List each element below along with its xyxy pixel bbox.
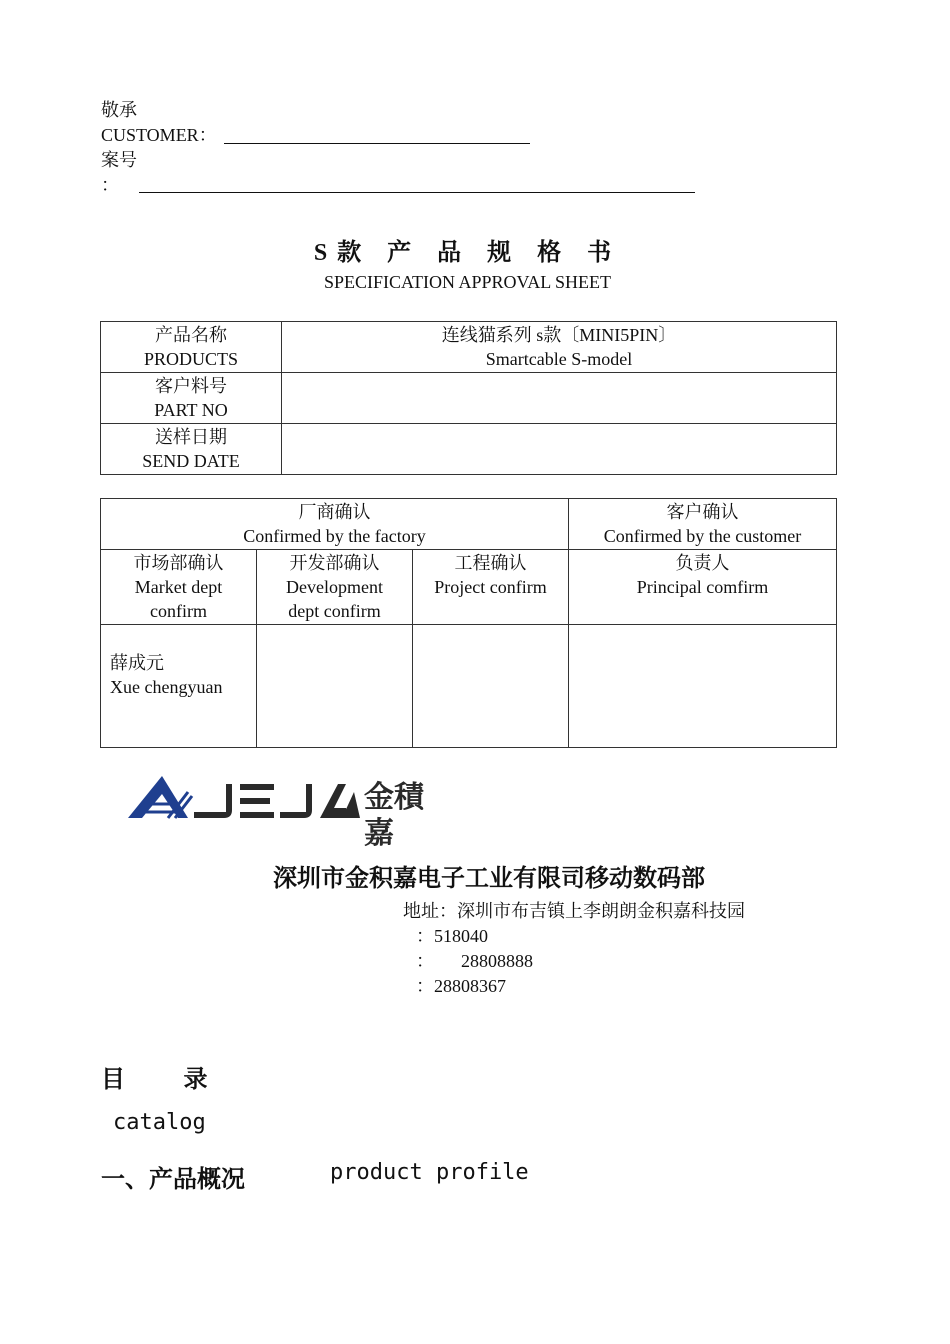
project-sign-cell — [413, 625, 569, 748]
part-no-label-cell — [101, 373, 282, 424]
dev-dept-en2: dept confirm — [288, 601, 381, 621]
market-dept-en2: confirm — [150, 601, 207, 621]
dev-dept-en1: Development — [286, 577, 383, 597]
company-address: 地址：深圳市布吉镇上李朗朗金积嘉科技园 — [403, 901, 745, 921]
market-dept-cell — [101, 550, 257, 625]
products-value-line1: 连线猫系列 s款〔MINI5PIN〕 — [441, 325, 677, 345]
jeja-logo — [128, 772, 453, 851]
customer-confirm-en: Confirmed by the customer — [603, 526, 802, 546]
send-date-value-cell — [282, 424, 837, 475]
company-name: 深圳市金积嘉电子工业有限司移动数码部 — [273, 864, 705, 892]
customer-confirm-header — [569, 499, 837, 550]
project-en: Project confirm — [434, 577, 547, 597]
document-title: S款 产 品 规 格 书 — [313, 240, 622, 266]
project-cn: 工程确认 — [454, 553, 527, 573]
part-no-value-cell — [282, 373, 837, 424]
dev-dept-cn: 开发部确认 — [289, 553, 380, 573]
products-label-cn: 产品名称 — [155, 325, 227, 345]
products-label-cell — [101, 322, 282, 373]
table-row — [101, 322, 837, 373]
send-date-label-en: SEND DATE — [142, 451, 240, 471]
send-date-label-cell — [101, 424, 282, 475]
dev-sign-cell — [257, 625, 413, 748]
respect-label: 敬承 — [101, 100, 137, 120]
case-colon: ： — [101, 175, 119, 195]
factory-confirm-header — [101, 499, 569, 550]
principal-cell — [569, 550, 837, 625]
send-date-label-cn: 送样日期 — [155, 427, 227, 447]
catalog-item1-en: product profile — [330, 1160, 529, 1185]
table-row — [101, 373, 837, 424]
factory-confirm-en: Confirmed by the factory — [243, 526, 426, 546]
table-row — [101, 499, 837, 550]
principal-en: Principal comfirm — [636, 577, 769, 597]
document-subtitle: SPECIFICATION APPROVAL SHEET — [323, 272, 612, 292]
products-label-en: PRODUCTS — [143, 349, 239, 369]
case-label: 案号 — [101, 150, 137, 170]
customer-confirm-cn: 客户确认 — [666, 502, 739, 522]
logo-cn-name: 金積嘉 — [364, 780, 424, 851]
case-underline — [139, 192, 695, 193]
company-fax: ：28808367 — [416, 976, 506, 996]
company-postcode: ：518040 — [416, 926, 488, 946]
company-phone: ： 28808888 — [416, 951, 533, 971]
catalog-heading-cn: 目 录 — [101, 1065, 208, 1093]
part-no-label-cn: 客户料号 — [155, 376, 227, 396]
table-row — [101, 424, 837, 475]
table-row — [101, 625, 837, 748]
catalog-item1-cn: 一、产品概况 — [101, 1165, 245, 1193]
principal-sign-cell — [569, 625, 837, 748]
product-table — [100, 321, 837, 475]
confirmation-table — [100, 498, 837, 748]
dev-dept-cell — [257, 550, 413, 625]
project-cell — [413, 550, 569, 625]
signer-cn: 薛成元 — [110, 653, 164, 673]
signer-en: Xue chengyuan — [110, 677, 223, 697]
market-dept-en1: Market dept — [134, 577, 223, 597]
table-row — [101, 550, 837, 625]
part-no-label-en: PART NO — [154, 400, 228, 420]
customer-label: CUSTOMER： — [101, 125, 217, 145]
products-value-cell — [282, 322, 837, 373]
signer-cell — [101, 625, 257, 748]
catalog-heading-en: catalog — [113, 1110, 206, 1135]
products-value-line2: Smartcable S-model — [485, 349, 633, 369]
principal-cn: 负责人 — [675, 553, 730, 573]
factory-confirm-cn: 厂商确认 — [298, 502, 371, 522]
market-dept-cn: 市场部确认 — [133, 553, 224, 573]
customer-underline — [224, 143, 530, 144]
